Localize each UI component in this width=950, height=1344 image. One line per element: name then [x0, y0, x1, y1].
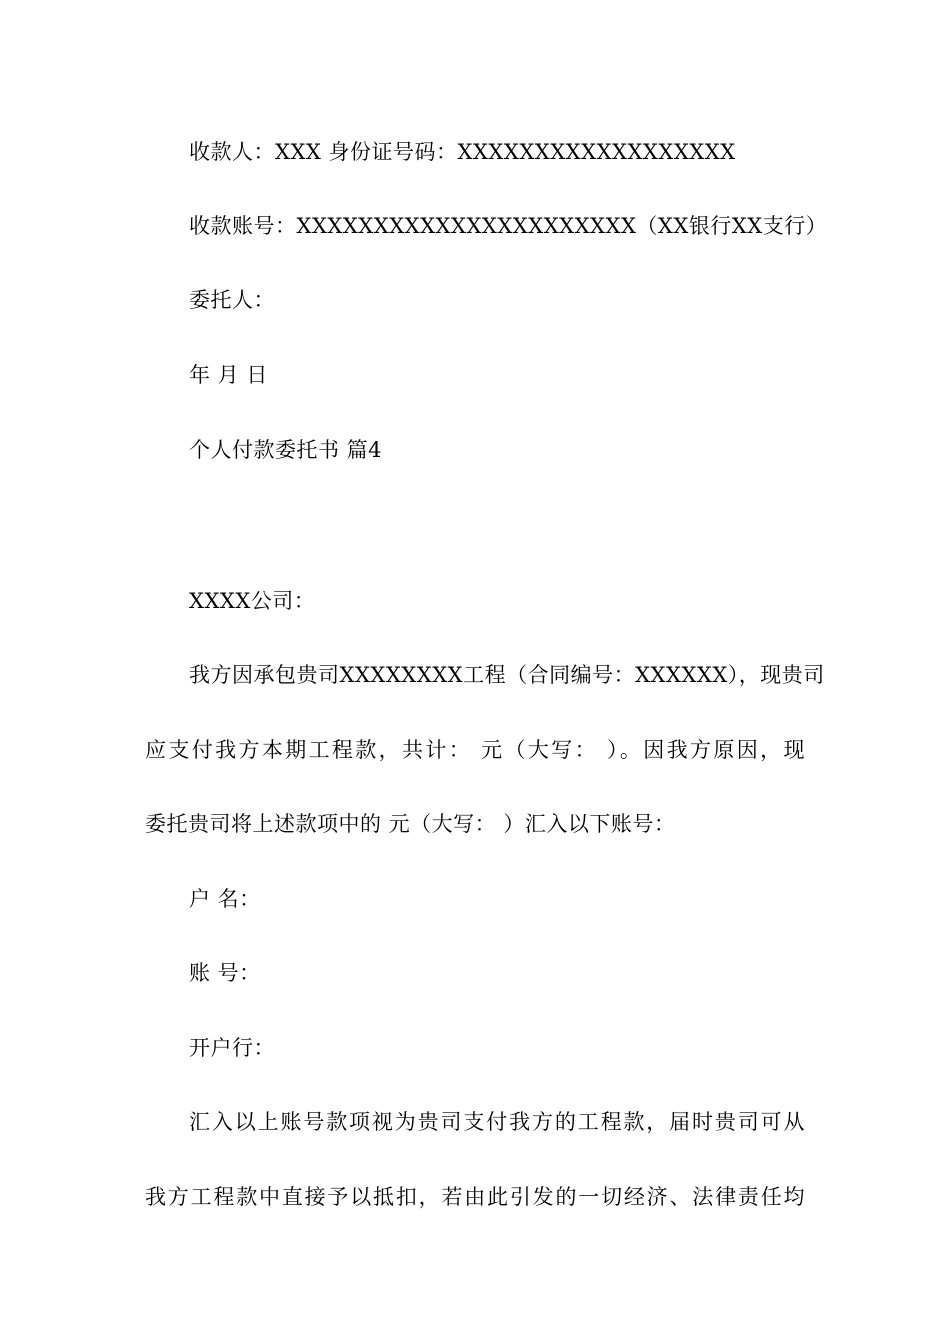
body-paragraph-line: 委托贵司将上述款项中的 元（大写： ）汇入以下账号：	[145, 812, 676, 836]
principal-label: 委托人：	[189, 288, 275, 312]
body-paragraph-line: 我方工程款中直接予以抵扣，若由此引发的一切经济、法律责任均	[145, 1185, 805, 1209]
body-paragraph-line: 应支付我方本期工程款，共计： 元（大写： ）。因我方原因，现	[145, 738, 805, 762]
section-heading: 个人付款委托书 篇4	[189, 438, 383, 462]
payee-line: 收款人：XXX 身份证号码：XXXXXXXXXXXXXXXXXX	[189, 140, 736, 164]
body-paragraph-line: 汇入以上账号款项视为贵司支付我方的工程款，届时贵司可从	[189, 1110, 805, 1134]
body-paragraph-line: 我方因承包贵司XXXXXXXX工程（合同编号：XXXXXX），现贵司	[189, 663, 825, 687]
payee-account-line: 收款账号：XXXXXXXXXXXXXXXXXXXXXX（XX银行XX支行）	[189, 214, 828, 238]
addressee-line: XXXX公司：	[189, 589, 316, 613]
account-name-label: 户 名：	[189, 887, 261, 911]
account-number-label: 账 号：	[189, 961, 261, 985]
date-line: 年 月 日	[189, 363, 268, 387]
bank-label: 开户行：	[189, 1036, 275, 1060]
